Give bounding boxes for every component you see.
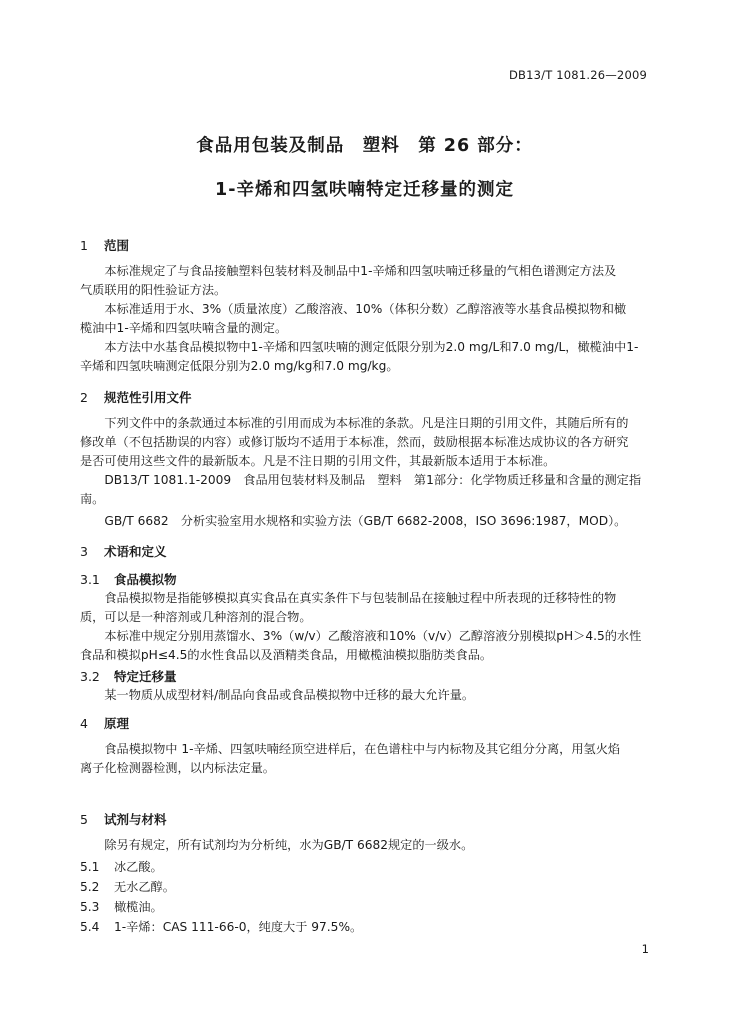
standard-code: DB13/T 1081.26—2009	[508, 68, 647, 82]
document-title-line1: 食品用包装及制品 塑料 第 26 部分：	[196, 136, 533, 156]
paragraph	[80, 262, 650, 300]
paragraph-line: 本标准规定了与食品接触塑料包装材料及制品中1-辛烯和四氢呋喃迁移量的气相色谱测定方法及	[80, 264, 617, 278]
paragraph	[80, 836, 650, 855]
section-heading-terms-definitions	[80, 542, 167, 560]
section-title: 试剂与材料	[104, 812, 167, 827]
list-item	[80, 878, 175, 895]
paragraph-line: 是否可使用这些文件的最新版本。凡是不注日期的引用文件，其最新版本适用于本标准。	[80, 454, 556, 468]
paragraph-line: 食品和模拟pH≤4.5的水性食品以及酒精类食品，用橄榄油模拟脂肪类食品。	[80, 648, 493, 662]
paragraph	[80, 414, 650, 471]
paragraph-line: 本标准中规定分别用蒸馏水、3%（w/v）乙酸溶液和10%（v/v）乙醇溶液分别模拟pH＞4.5的水性	[80, 629, 642, 643]
section-number: 2	[80, 390, 88, 405]
paragraph	[80, 338, 650, 376]
paragraph	[80, 740, 650, 778]
subsection-number: 3.1	[80, 572, 100, 587]
section-number: 5	[80, 812, 88, 827]
item-number: 5.1	[80, 860, 100, 874]
document-title-line2: 1-辛烯和四氢呋喃特定迁移量的测定	[215, 180, 514, 200]
item-number: 5.2	[80, 880, 100, 894]
item-number: 5.3	[80, 900, 100, 914]
subsection-heading-food-simulant	[80, 570, 177, 588]
paragraph-line: 修改单（不包括勘误的内容）或修订版均不适用于本标准，然而，鼓励根据本标准达成协议的各方研究	[80, 435, 629, 449]
item-text: 橄榄油。	[114, 900, 163, 914]
paragraph	[80, 589, 650, 627]
item-text: 1-辛烯：CAS 111-66-0，纯度大于 97.5%。	[114, 920, 363, 934]
paragraph-line: 食品模拟物中 1-辛烯、四氢呋喃经顶空进样后，在色谱柱中与内标物及其它组分分离，用氢火焰	[80, 742, 621, 756]
section-number: 4	[80, 716, 88, 731]
section-title: 原理	[104, 716, 130, 731]
paragraph	[80, 300, 650, 338]
paragraph-line: 质，可以是一种溶剂或几种溶剂的混合物。	[80, 610, 312, 624]
paragraph	[80, 686, 650, 705]
paragraph-line: 辛烯和四氢呋喃测定低限分别为2.0 mg/kg和7.0 mg/kg。	[80, 359, 399, 373]
section-heading-normative-references	[80, 388, 192, 406]
section-number: 3	[80, 544, 88, 559]
paragraph-line: 本标准适用于水、3%（质量浓度）乙酸溶液、10%（体积分数）乙醇溶液等水基食品模拟物和橄	[80, 302, 627, 316]
page-number: 1	[641, 942, 649, 956]
subsection-title: 食品模拟物	[114, 572, 177, 587]
list-item	[80, 898, 163, 915]
item-text: 冰乙酸。	[114, 860, 163, 874]
paragraph-line: 本方法中水基食品模拟物中1-辛烯和四氢呋喃的测定低限分别为2.0 mg/L和7.0 mg/L，橄榄油中1-	[80, 340, 639, 354]
section-title: 范围	[104, 238, 130, 253]
section-heading-principle	[80, 714, 129, 732]
subsection-title: 特定迁移量	[114, 669, 177, 684]
item-text: 无水乙醇。	[114, 880, 175, 894]
section-number: 1	[80, 238, 88, 253]
paragraph-line: 除另有规定，所有试剂均为分析纯，水为GB/T 6682规定的一级水。	[80, 838, 474, 852]
paragraph-line: 气质联用的阳性验证方法。	[80, 283, 227, 297]
paragraph-line: 下列文件中的条款通过本标准的引用而成为本标准的条款。凡是注日期的引用文件，其随后所有的	[80, 416, 629, 430]
paragraph-line: 南。	[80, 492, 105, 506]
paragraph	[80, 627, 650, 665]
section-heading-reagents-materials	[80, 810, 167, 828]
item-number: 5.4	[80, 920, 100, 934]
paragraph-line: 食品模拟物是指能够模拟真实食品在真实条件下与包装制品在接触过程中所表现的迁移特性的物	[80, 591, 617, 605]
paragraph-line: 某一物质从成型材料/制品向食品或食品模拟物中迁移的最大允许量。	[80, 688, 475, 702]
paragraph-line: DB13/T 1081.1-2009 食品用包装材料及制品 塑料 第1部分：化学物质迁移量和含量的测定指	[80, 473, 642, 487]
paragraph	[80, 512, 650, 531]
section-title: 规范性引用文件	[104, 390, 192, 405]
paragraph-line: 离子化检测器检测，以内标法定量。	[80, 761, 275, 775]
list-item	[80, 858, 163, 875]
section-title: 术语和定义	[104, 544, 167, 559]
subsection-number: 3.2	[80, 669, 100, 684]
paragraph-line: GB/T 6682 分析实验室用水规格和实验方法（GB/T 6682-2008，ISO 3696:1987，MOD）。	[80, 514, 627, 528]
subsection-heading-specific-migration	[80, 667, 177, 685]
section-heading-scope	[80, 236, 129, 254]
paragraph-line: 榄油中1-辛烯和四氢呋喃含量的测定。	[80, 321, 288, 335]
list-item	[80, 918, 362, 935]
paragraph	[80, 471, 650, 509]
